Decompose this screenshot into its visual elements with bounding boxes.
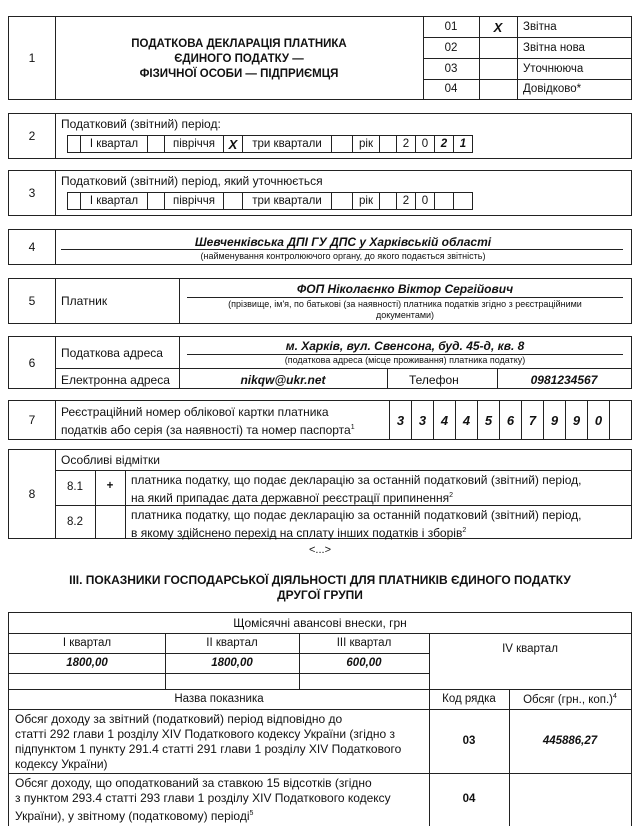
three-quarters-checkbox[interactable]: X — [223, 135, 243, 153]
year-digit[interactable]: 2 — [396, 192, 416, 210]
id-digit[interactable]: 4 — [433, 401, 456, 439]
year-digit[interactable] — [453, 192, 473, 210]
id-digit[interactable]: 4 — [455, 401, 478, 439]
type-mark[interactable]: X — [493, 20, 503, 35]
block-3 — [8, 170, 632, 216]
activity-table — [8, 612, 632, 826]
mark-text: платника податку, що подає декларацію за останній податковий (звітний) період, в якому здійснено перехід на сплату інших податків і зборів$^2$ — [131, 508, 582, 540]
tax-address-label: Податкова адреса — [61, 346, 163, 360]
quarter-header: III квартал — [336, 637, 392, 649]
clarified-period-label: Податковий (звітний) період, який уточнюється — [61, 174, 323, 188]
block-number: 7 — [28, 413, 36, 427]
block-number: 1 — [28, 51, 36, 65]
quarter-header: II квартал — [206, 637, 258, 649]
phone-value[interactable]: 0981234567 — [530, 373, 598, 387]
half-label: півріччя — [164, 135, 224, 153]
quarter-header: IV квартал — [502, 643, 558, 655]
quarter-header: I квартал — [62, 637, 112, 649]
block-number: 8 — [28, 487, 36, 501]
tax-address-caption: (податкова адреса (місце проживання) платника податку) — [284, 355, 526, 365]
mark-checkbox[interactable]: + — [106, 480, 114, 492]
row-code: 04 — [462, 793, 476, 805]
year-digit[interactable]: 1 — [453, 135, 473, 153]
block-7 — [8, 400, 632, 440]
mark-code: 8.1 — [67, 481, 83, 493]
three-quarters-label: три квартали — [242, 135, 332, 153]
id-digit[interactable]: 9 — [543, 401, 566, 439]
half-label: півріччя — [164, 192, 224, 210]
quarter-value[interactable]: 1800,00 — [211, 657, 253, 669]
quarter-value[interactable]: 1800,00 — [66, 657, 108, 669]
special-marks-title: Особливі відмітки — [61, 453, 160, 467]
section-title: III. ПОКАЗНИКИ ГОСПОДАРСЬКОЇ ДІЯЛЬНОСТІ ДЛЯ ПЛАТНИКІВ ЄДИНОГО ПОДАТКУ ДРУГОЇ ГРУПИ — [69, 573, 571, 602]
tax-address-value[interactable]: м. Харків, вул. Свенсона, буд. 45-д, кв. 8 — [285, 339, 525, 353]
block-8 — [8, 449, 632, 539]
period-label: Податковий (звітний) період: — [61, 117, 221, 131]
type-label: Уточнююча — [523, 63, 584, 75]
block-number: 5 — [28, 294, 36, 308]
tax-office-caption: (найменування контролюючого органу, до якого подається звітність) — [200, 251, 486, 261]
year-checkbox[interactable] — [331, 135, 353, 153]
q1-checkbox[interactable] — [67, 192, 81, 210]
id-digit[interactable]: 0 — [587, 401, 610, 439]
year-digit[interactable]: 2 — [396, 135, 416, 153]
three-quarters-checkbox[interactable] — [223, 192, 243, 210]
type-code: 03 — [444, 63, 458, 75]
year-label: рік — [352, 135, 380, 153]
year-digit[interactable]: 0 — [415, 192, 435, 210]
type-label: Звітна — [523, 21, 557, 33]
year-checkbox[interactable] — [331, 192, 353, 210]
block-6 — [8, 336, 632, 389]
year-digit[interactable]: 0 — [415, 135, 435, 153]
block-2 — [8, 113, 632, 159]
id-digit[interactable]: 9 — [565, 401, 588, 439]
block-number: 6 — [28, 355, 36, 370]
row-code: 03 — [462, 735, 476, 747]
col-code-header: Код рядка — [442, 693, 496, 705]
phone-label: Телефон — [409, 373, 459, 387]
block-number: 4 — [28, 240, 36, 254]
row-amount[interactable]: 445886,27 — [542, 735, 598, 747]
id-digit[interactable]: 6 — [499, 401, 522, 439]
year-digit[interactable] — [434, 192, 454, 210]
id-digit[interactable]: 3 — [389, 401, 412, 439]
tax-office-value[interactable]: Шевченківська ДПІ ГУ ДПС у Харківській області — [194, 235, 492, 249]
monthly-header: Щомісячні авансові внески, грн — [233, 616, 407, 630]
quarter-value[interactable]: 600,00 — [346, 657, 382, 669]
type-label: Звітна нова — [523, 42, 585, 54]
indicator-name: Обсяг доходу за звітний (податковий) період відповідно до статті 292 глави 1 розділу XIV Податкового кодексу України (згідно з підпунктом 1 пункту 291.4 статті 291 глави 1 розділу XIV Податкового кодексу України) — [15, 712, 402, 771]
block-4 — [8, 229, 632, 265]
mark-code: 8.2 — [67, 516, 83, 528]
year-digit[interactable]: 2 — [434, 135, 454, 153]
block-1 — [8, 16, 632, 100]
q1-label: I квартал — [80, 192, 148, 210]
q1-checkbox[interactable] — [67, 135, 81, 153]
email-value[interactable]: nikqw@ukr.net — [240, 373, 326, 387]
col-name-header: Назва показника — [174, 693, 264, 705]
declaration-title: ПОДАТКОВА ДЕКЛАРАЦІЯ ПЛАТНИКА ЄДИНОГО ПОДАТКУ — ФІЗИЧНОЇ ОСОБИ — ПІДПРИЄМЦЯ — [131, 38, 347, 80]
col-amount-header: Обсяг (грн., коп.)$^4$ — [523, 693, 617, 706]
payer-name[interactable]: ФОП Ніколаєнко Віктор Сергійович — [296, 282, 514, 296]
q1-label: I квартал — [80, 135, 148, 153]
mark-text: платника податку, що подає декларацію за останній податковий (звітний) період, на який припадає дата державної реєстрації припинення$^2$ — [131, 473, 582, 505]
indicator-name: Обсяг доходу, що оподаткований за ставкою 15 відсотків (згідно з пунктом 293.4 статті 293 глави 1 розділу XIV Податкового кодексу України), у звітному (податковому) періоді$^5$ — [15, 776, 391, 823]
type-code: 04 — [444, 83, 458, 95]
three-quarters-label: три квартали — [242, 192, 332, 210]
block-number: 2 — [28, 129, 36, 143]
type-label: Довідково* — [523, 83, 582, 95]
taxpayer-id-label: Реєстраційний номер облікової картки платника податків або серія (за наявності) та номер паспорта$^1$ — [61, 405, 355, 437]
type-code: 01 — [444, 21, 458, 33]
block-number: 3 — [28, 186, 36, 200]
half-checkbox[interactable] — [147, 192, 165, 210]
ellipsis: <...> — [308, 544, 332, 556]
id-digit[interactable]: 7 — [521, 401, 544, 439]
year-label: рік — [352, 192, 380, 210]
block-5 — [8, 278, 632, 324]
email-label: Електронна адреса — [61, 373, 170, 387]
id-digit[interactable]: 3 — [411, 401, 434, 439]
half-checkbox[interactable] — [147, 135, 165, 153]
payer-label: Платник — [61, 294, 108, 308]
id-digit[interactable]: 5 — [477, 401, 500, 439]
type-code: 02 — [444, 42, 458, 54]
payer-caption: (прізвище, ім'я, по батькові (за наявності) платника податків згідно з реєстраційними документами) — [228, 299, 582, 320]
